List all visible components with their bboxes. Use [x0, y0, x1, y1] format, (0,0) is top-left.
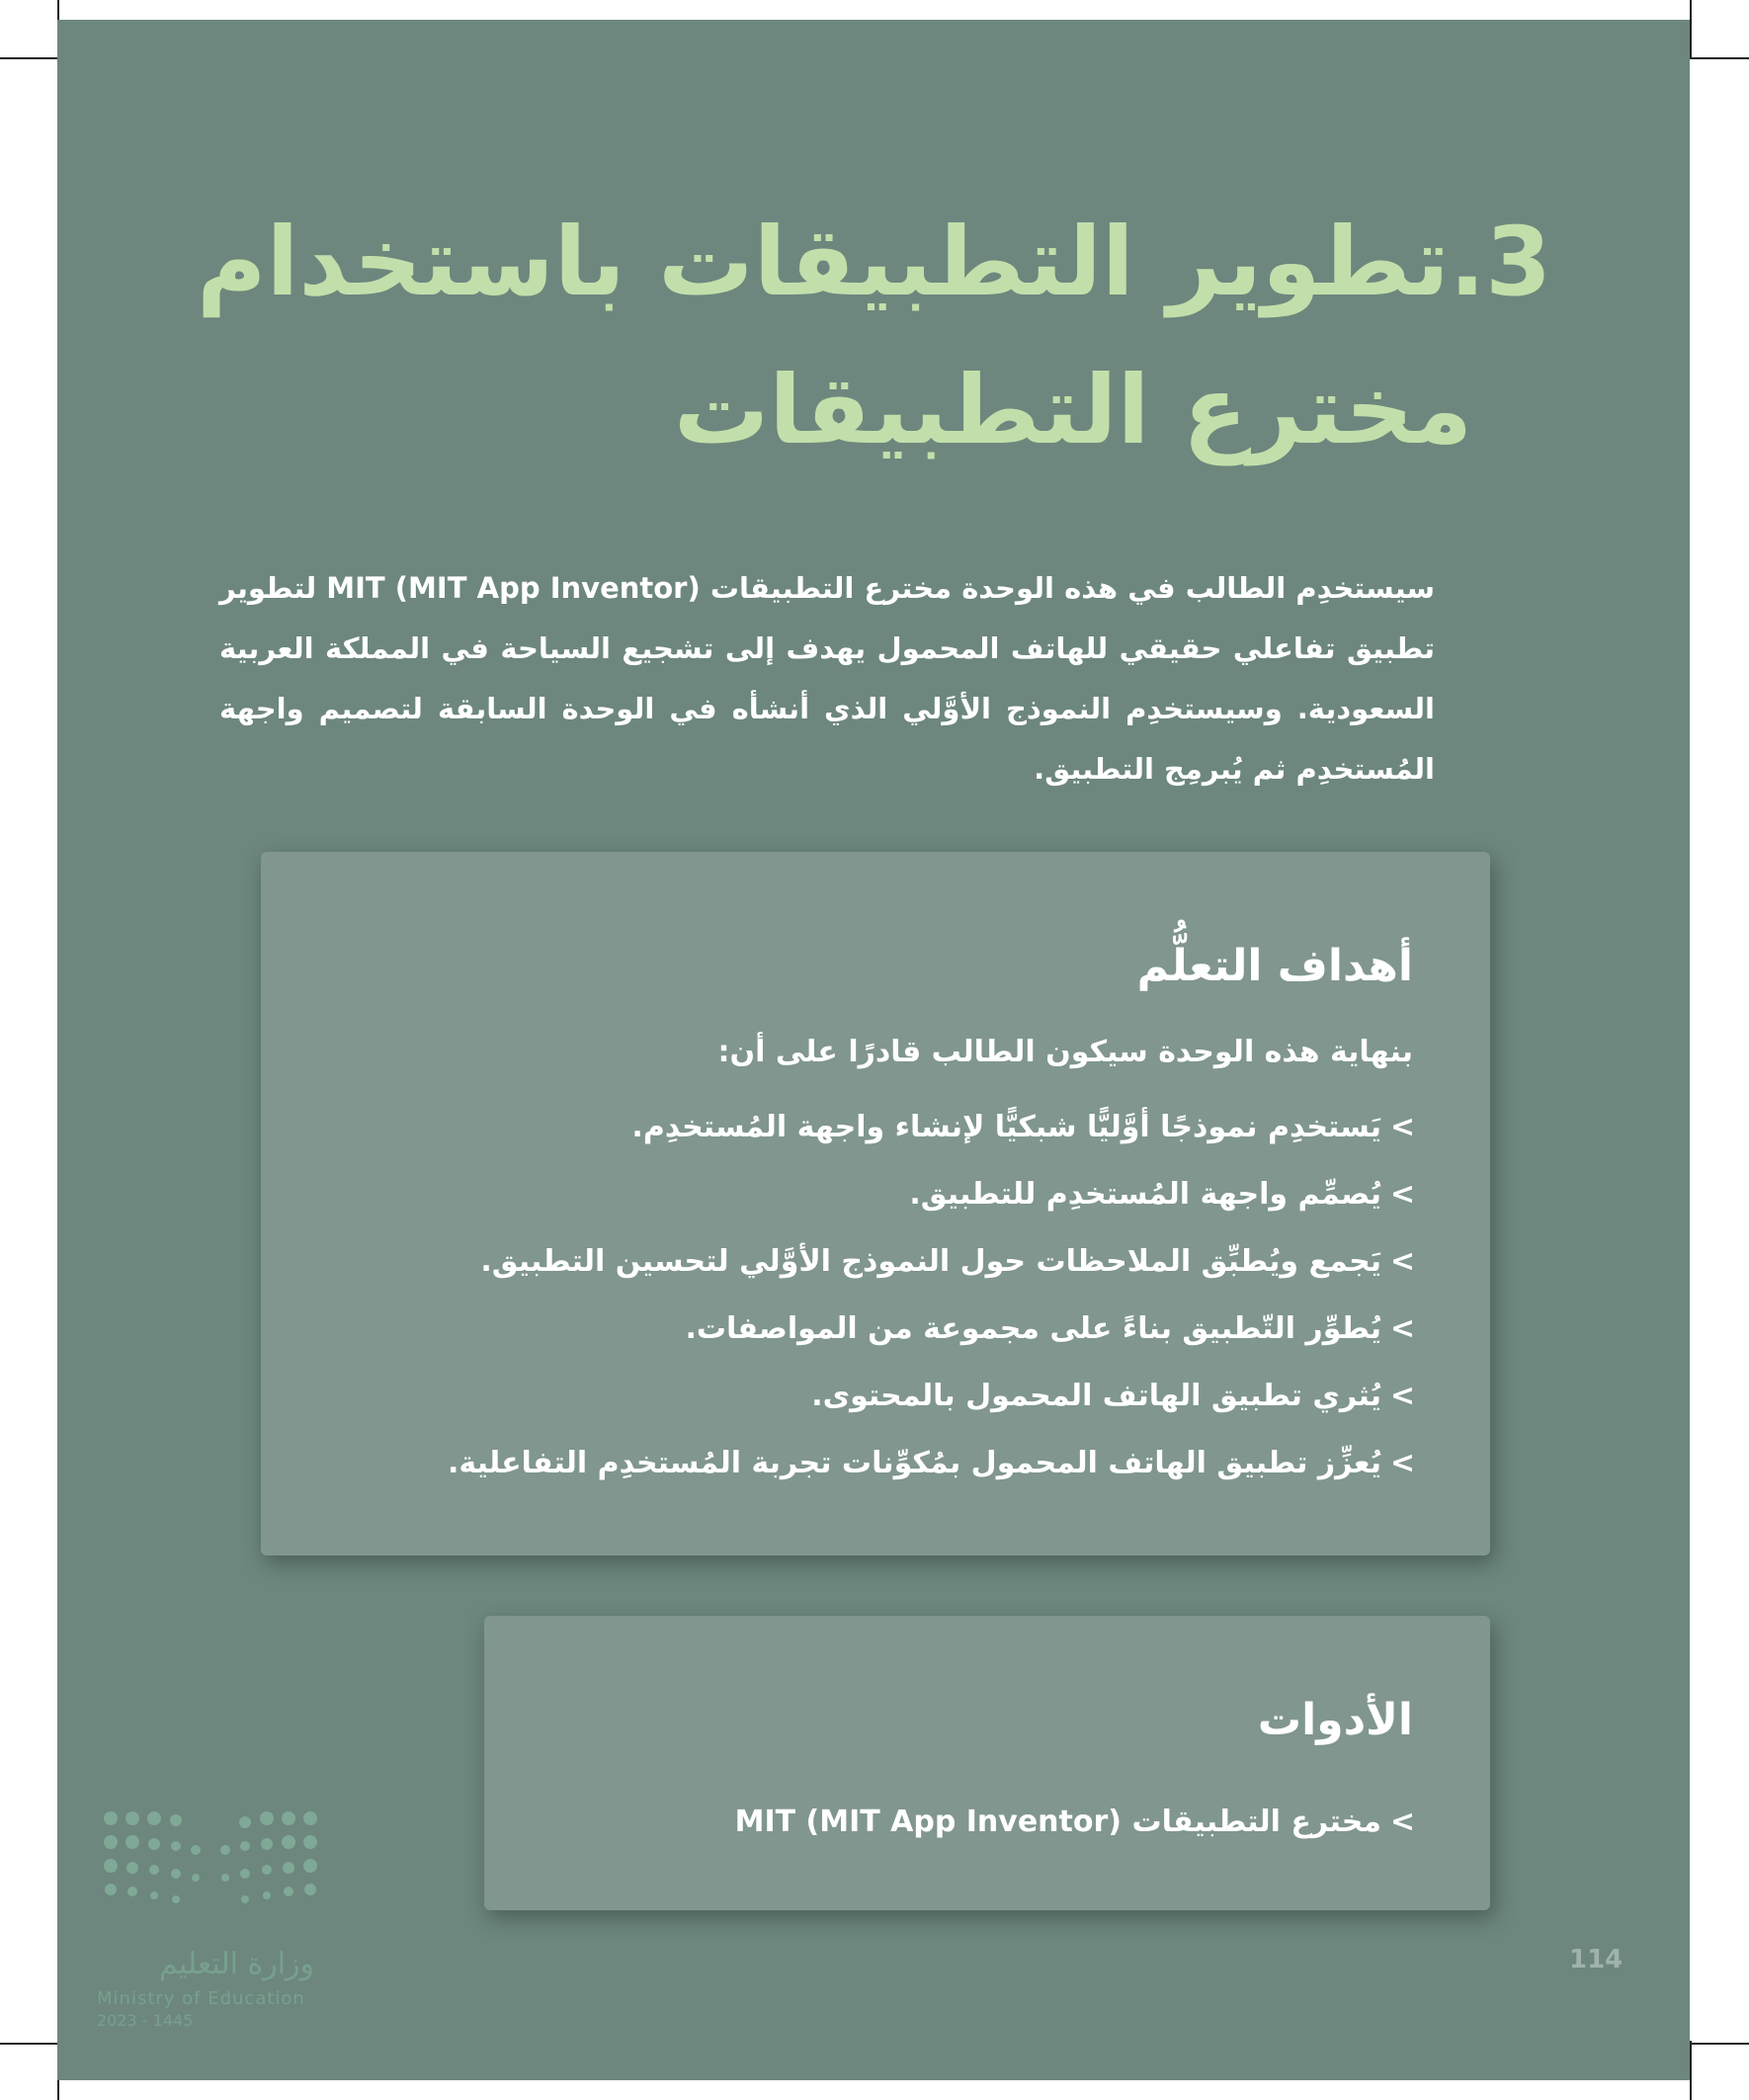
chevron-right-icon: > — [1389, 1805, 1415, 1839]
list-item-text: يُعزِّز تطبيق الهاتف المحمول بمُكوِّنات تجربة المُستخدِم التفاعلية. — [447, 1446, 1381, 1480]
learning-goals-list — [448, 1094, 1415, 1497]
list-item — [448, 1363, 1415, 1430]
crop-mark — [1690, 2043, 1749, 2045]
chapter-title — [168, 188, 1551, 484]
learning-goals-box — [261, 852, 1490, 1555]
page — [57, 20, 1690, 2080]
chevron-right-icon: > — [1389, 1446, 1415, 1480]
list-item-text: يُطوِّر التّطبيق بناءً على مجموعة من المواصفات. — [685, 1311, 1381, 1346]
chapter-title-line-2: مخترع التطبيقات — [673, 355, 1472, 465]
tools-heading: الأدوات — [1257, 1695, 1413, 1745]
crop-mark — [1690, 57, 1749, 59]
chevron-right-icon: > — [1389, 1379, 1415, 1413]
list-item-text: يَجمع ويُطبِّق الملاحظات حول النموذج الأوَّلي لتحسين التطبيق. — [480, 1244, 1381, 1279]
ministry-name-arabic: وزارة التعليم — [158, 1947, 314, 1981]
intro-paragraph: سيستخدِم الطالب في هذه الوحدة مخترع التطبيقات MIT (MIT App Inventor) لتطوير تطبيق تفاعلي حقيقي للهاتف المحمول يهدف إلى تشجيع السياحة في المملكة العربية السعودية. وسيستخدِم النموذج الأوَّلي الذي أنشأه في الوحدة السابقة لتصميم واجهة المُستخدِم ثم يُبرمِج التطبيق. — [219, 571, 1436, 786]
page-number: 114 — [1569, 1945, 1624, 1974]
tools-box — [484, 1616, 1490, 1910]
crop-mark — [0, 2043, 59, 2045]
list-item — [448, 1296, 1415, 1363]
chevron-right-icon: > — [1389, 1110, 1415, 1144]
chevron-right-icon: > — [1389, 1311, 1415, 1346]
ministry-dots-icon — [97, 1799, 324, 1937]
list-item-text: يُثري تطبيق الهاتف المحمول بالمحتوى. — [811, 1379, 1381, 1413]
list-item-text: يُصمِّم واجهة المُستخدِم للتطبيق. — [909, 1177, 1381, 1212]
tools-list — [735, 1789, 1415, 1856]
chapter-title-line-1: 3.تطوير التطبيقات باستخدام — [197, 207, 1551, 317]
ministry-name-english: Ministry of Education — [97, 1988, 305, 2009]
list-item — [448, 1094, 1415, 1161]
chevron-right-icon: > — [1389, 1177, 1415, 1212]
crop-mark — [1690, 0, 1692, 59]
list-item — [448, 1430, 1415, 1497]
chevron-right-icon: > — [1389, 1244, 1415, 1279]
list-item-text: يَستخدِم نموذجًا أوَّليًّا شبكيًّا لإنشاء واجهة المُستخدِم. — [631, 1110, 1381, 1144]
list-item-text: مخترع التطبيقات MIT (MIT App Inventor) — [734, 1805, 1381, 1839]
crop-mark — [1690, 2041, 1692, 2100]
list-item — [448, 1161, 1415, 1228]
learning-goals-heading: أهداف التعلُّم — [1136, 941, 1413, 991]
list-item — [448, 1228, 1415, 1296]
list-item — [735, 1789, 1415, 1856]
ministry-logo — [97, 1799, 334, 2030]
ministry-year: 2023 - 1445 — [97, 2011, 194, 2030]
crop-mark — [0, 57, 59, 59]
learning-goals-lead: بنهاية هذه الوحدة سيكون الطالب قادرًا على أن: — [717, 1035, 1413, 1069]
